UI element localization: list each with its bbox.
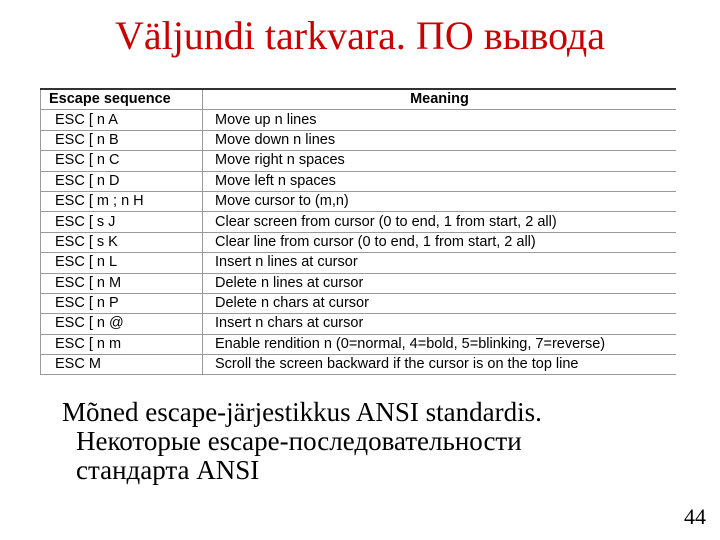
meaning-cell: Delete n chars at cursor bbox=[203, 293, 677, 313]
table-row bbox=[41, 334, 677, 354]
meaning-cell: Move up n lines bbox=[203, 110, 677, 130]
meaning-cell: Clear line from cursor (0 to end, 1 from start, 2 all) bbox=[203, 232, 677, 252]
header-meaning: Meaning bbox=[203, 89, 677, 110]
meaning-cell: Insert n lines at cursor bbox=[203, 253, 677, 273]
meaning-cell: Move cursor to (m,n) bbox=[203, 191, 677, 211]
table-row bbox=[41, 314, 677, 334]
escape-sequence-table bbox=[40, 88, 676, 375]
table-row bbox=[41, 273, 677, 293]
meaning-cell: Insert n chars at cursor bbox=[203, 314, 677, 334]
table-row bbox=[41, 130, 677, 150]
escape-sequence-cell: ESC [ n C bbox=[41, 151, 203, 171]
meaning-cell: Move left n spaces bbox=[203, 171, 677, 191]
meaning-cell: Enable rendition n (0=normal, 4=bold, 5=blinking, 7=reverse) bbox=[203, 334, 677, 354]
page-number: 44 bbox=[684, 504, 706, 529]
escape-sequence-cell: ESC [ s J bbox=[41, 212, 203, 232]
slide-title: Väljundi tarkvara. ПО вывода bbox=[114, 13, 606, 58]
table-header-row bbox=[41, 89, 677, 110]
table-row bbox=[41, 232, 677, 252]
escape-sequence-cell: ESC [ s K bbox=[41, 232, 203, 252]
caption-line-estonian: Mõned escape-järjestikkus ANSI standardis. bbox=[62, 397, 542, 427]
caption-line-russian-2: стандарта ANSI bbox=[76, 455, 260, 485]
caption bbox=[62, 398, 702, 485]
escape-sequence-cell: ESC [ n @ bbox=[41, 314, 203, 334]
table-row bbox=[41, 355, 677, 375]
table-row bbox=[41, 253, 677, 273]
escape-sequence-cell: ESC [ n m bbox=[41, 334, 203, 354]
meaning-cell: Move right n spaces bbox=[203, 151, 677, 171]
escape-sequence-cell: ESC [ n B bbox=[41, 130, 203, 150]
escape-sequence-cell: ESC [ n P bbox=[41, 293, 203, 313]
escape-sequence-cell: ESC [ m ; n H bbox=[41, 191, 203, 211]
table-row bbox=[41, 293, 677, 313]
meaning-cell: Scroll the screen backward if the cursor is on the top line bbox=[203, 355, 677, 375]
table-row bbox=[41, 110, 677, 130]
table-body bbox=[41, 110, 677, 375]
header-escape-sequence: Escape sequence bbox=[41, 89, 203, 110]
table-row bbox=[41, 191, 677, 211]
escape-sequence-table-wrap bbox=[40, 88, 676, 378]
escape-sequence-cell: ESC [ n M bbox=[41, 273, 203, 293]
escape-sequence-cell: ESC M bbox=[41, 355, 203, 375]
table-row bbox=[41, 151, 677, 171]
escape-sequence-cell: ESC [ n D bbox=[41, 171, 203, 191]
caption-line-russian-1: Некоторые escape-последовательности bbox=[76, 426, 522, 456]
table-row bbox=[41, 171, 677, 191]
escape-sequence-cell: ESC [ n A bbox=[41, 110, 203, 130]
meaning-cell: Move down n lines bbox=[203, 130, 677, 150]
meaning-cell: Clear screen from cursor (0 to end, 1 from start, 2 all) bbox=[203, 212, 677, 232]
table-row bbox=[41, 212, 677, 232]
escape-sequence-cell: ESC [ n L bbox=[41, 253, 203, 273]
meaning-cell: Delete n lines at cursor bbox=[203, 273, 677, 293]
